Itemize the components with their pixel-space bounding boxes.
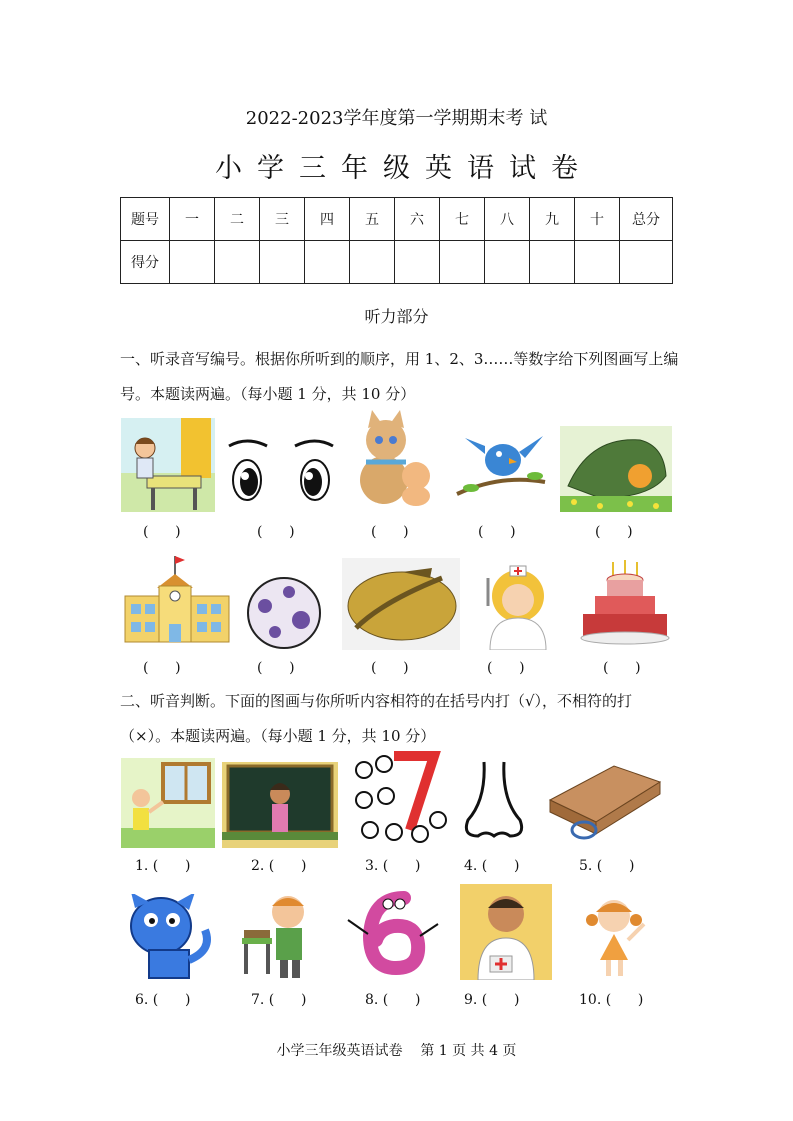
table-cell: 八 (485, 198, 530, 241)
score-input-cell[interactable] (530, 241, 575, 284)
answer-blank[interactable]: 1. ( ) (135, 858, 191, 874)
table-cell: 一 (170, 198, 215, 241)
answer-blank[interactable]: 10. ( ) (579, 992, 644, 1008)
boy-at-desk-image (121, 418, 215, 512)
hat-image (342, 558, 460, 650)
cat-in-bag-image (560, 426, 672, 512)
score-input-cell[interactable] (350, 241, 395, 284)
question-1-instruction: 一、听录音写编号。根据你所听到的顺序，用 1、2、3……等数字给下列图画写上编号。本题读两遍。（每小题 1 分，共 10 分） (120, 350, 679, 403)
answer-blank[interactable]: ( ) (595, 524, 633, 540)
answer-blank[interactable]: ( ) (143, 660, 181, 676)
score-input-cell[interactable] (440, 241, 485, 284)
exam-title: 2022-2023学年度第一学期期末考 试 (245, 108, 548, 129)
section-heading: 听力部分 (364, 307, 429, 326)
table-cell: 十 (575, 198, 620, 241)
score-input-cell[interactable] (215, 241, 260, 284)
answer-blank[interactable]: 3. ( ) (365, 858, 421, 874)
table-cell: 题号 (121, 198, 170, 241)
school-building-image (121, 556, 233, 646)
answer-blank[interactable]: ( ) (371, 660, 409, 676)
girl-waving-image (578, 890, 656, 980)
eyes-image (225, 436, 337, 506)
footer-title: 小学三年级英语试卷 (276, 1043, 403, 1059)
nose-image (460, 760, 530, 844)
table-cell: 七 (440, 198, 485, 241)
answer-blank[interactable]: ( ) (257, 524, 295, 540)
paper-title: 小学三年级英语试卷 (215, 153, 593, 184)
table-cell: 五 (350, 198, 395, 241)
ball-image (245, 576, 323, 650)
pandas-number-seven-image (350, 750, 450, 846)
score-input-cell[interactable] (395, 241, 440, 284)
answer-blank[interactable]: 9. ( ) (464, 992, 520, 1008)
page-number: 第 1 页 共 4 页 (420, 1043, 517, 1059)
answer-blank[interactable]: ( ) (603, 660, 641, 676)
score-table (120, 197, 673, 284)
table-cell: 九 (530, 198, 575, 241)
cats-image (354, 410, 436, 506)
pencil-box-image (544, 760, 662, 844)
answer-blank[interactable]: 5. ( ) (579, 858, 635, 874)
doctor-image (460, 884, 552, 980)
boy-with-chair-image (238, 890, 322, 980)
table-cell: 六 (395, 198, 440, 241)
answer-blank[interactable]: 4. ( ) (464, 858, 520, 874)
score-table-score-row (121, 241, 673, 284)
answer-blank[interactable]: 6. ( ) (135, 992, 191, 1008)
table-cell: 三 (260, 198, 305, 241)
answer-blank[interactable]: ( ) (371, 524, 409, 540)
answer-blank[interactable]: 2. ( ) (251, 858, 307, 874)
answer-blank[interactable]: 8. ( ) (365, 992, 421, 1008)
number-six-image (342, 884, 442, 980)
answer-blank[interactable]: ( ) (487, 660, 525, 676)
score-input-cell[interactable] (620, 241, 673, 284)
answer-blank[interactable]: ( ) (143, 524, 181, 540)
table-cell: 四 (305, 198, 350, 241)
answer-blank[interactable]: ( ) (478, 524, 516, 540)
blue-cat-image (121, 894, 215, 980)
score-table-header-row (121, 198, 673, 241)
teacher-at-blackboard-image (222, 762, 338, 848)
birthday-cake-image (577, 556, 673, 648)
table-cell: 总分 (620, 198, 673, 241)
table-cell: 得分 (121, 241, 170, 284)
score-input-cell[interactable] (305, 241, 350, 284)
bird-on-branch-image (455, 424, 547, 500)
nurse-image (466, 556, 568, 650)
score-input-cell[interactable] (485, 241, 530, 284)
boy-pointing-window-image (121, 758, 215, 848)
page-footer (0, 1040, 793, 1060)
table-cell: 二 (215, 198, 260, 241)
score-input-cell[interactable] (575, 241, 620, 284)
score-input-cell[interactable] (170, 241, 215, 284)
answer-blank[interactable]: 7. ( ) (251, 992, 307, 1008)
score-input-cell[interactable] (260, 241, 305, 284)
answer-blank[interactable]: ( ) (257, 660, 295, 676)
question-2-instruction: 二、听音判断。下面的图画与你所听内容相符的在括号内打（√），不相符的打（×）。本题读两遍。（每小题 1 分，共 10 分） (120, 692, 633, 745)
